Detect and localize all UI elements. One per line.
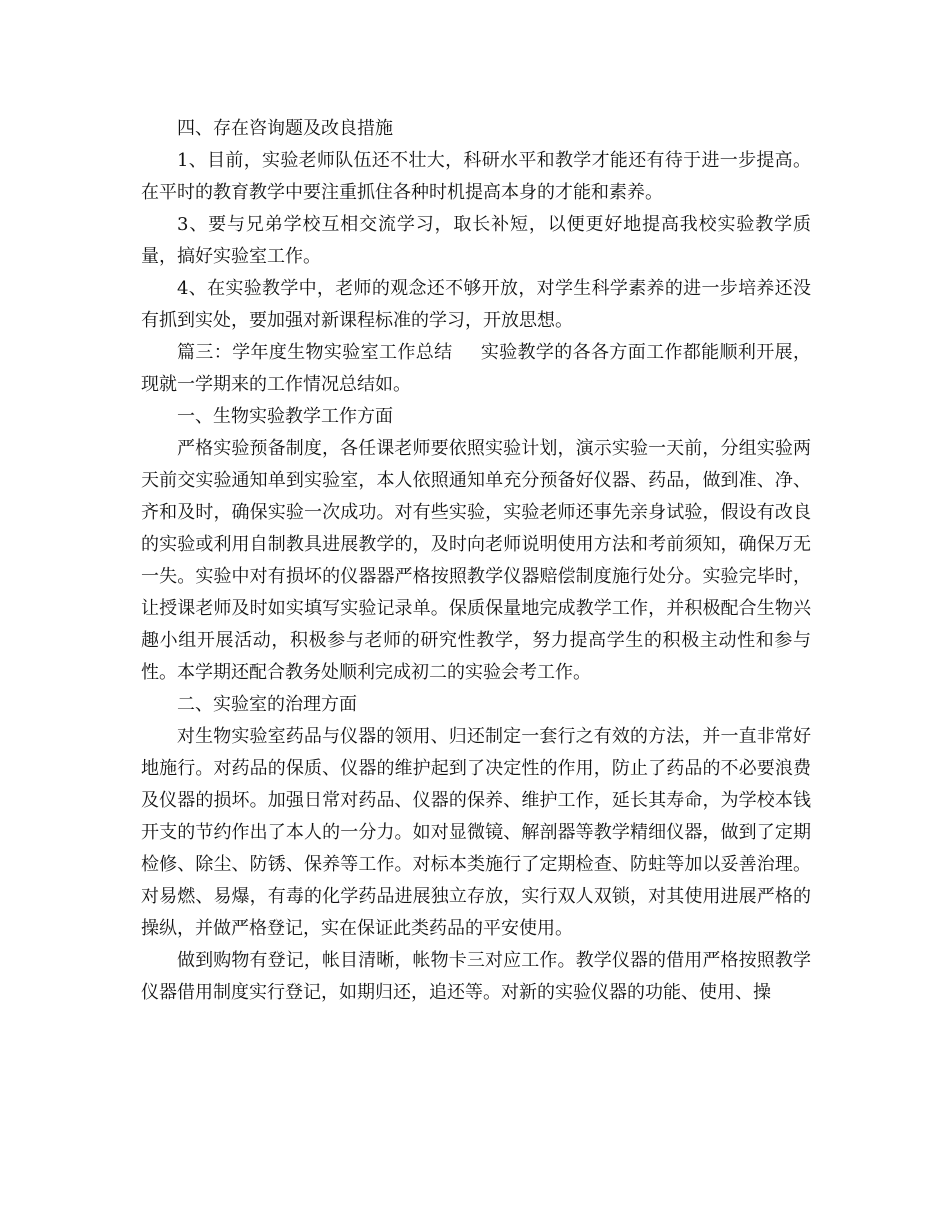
article-intro: 实验教学的各各方面工作都能顺利开展，现就一学期来的工作情况总结如。 (141, 342, 811, 395)
body-paragraph: 4、在实验教学中，老师的观念还不够开放，对学生科学素养的进一步培养还没有抓到实处，要加强对新课程标准的学习，开放思想。 (141, 278, 811, 331)
section-heading-teaching: 一、生物实验教学工作方面 (177, 406, 393, 427)
body-paragraph: 做到购物有登记，帐目清晰，帐物卡三对应工作。教学仪器的借用严格按照教学仪器借用制度实行登记，如期归还，追还等。对新的实验仪器的功能、使用、操 (141, 950, 811, 1003)
article-title-paragraph (141, 337, 811, 401)
article-title: 篇三：学年度生物实验室工作总结 (177, 342, 453, 363)
body-paragraph: 对生物实验室药品与仪器的领用、归还制定一套行之有效的方法，并一直非常好地施行。对药品的保质、仪器的维护起到了决定性的作用，防止了药品的不必要浪费及仪器的损坏。加强日常对药品、仪器的保养、维护工作，延长其寿命，为学校本钱开支的节约作出了本人的一分力。如对显微镜、解剖器等教学精细仪器，做到了定期检修、除尘、防锈、保养等工作。对标本类施行了定期检查、防蛀等加以妥善治理。对易燃、易爆，有毒的化学药品进展独立存放，实行双人双锁，对其使用进展严格的操纵，并做严格登记，实在保证此类药品的平安使用。 (141, 726, 811, 939)
section-heading-management: 二、实验室的治理方面 (177, 694, 357, 715)
document-body (141, 113, 811, 1009)
body-paragraph: 3、要与兄弟学校互相交流学习，取长补短，以便更好地提高我校实验教学质量，搞好实验室工作。 (141, 214, 811, 267)
body-paragraph: 严格实验预备制度，各任课老师要依照实验计划，演示实验一天前，分组实验两天前交实验通知单到实验室，本人依照通知单充分预备好仪器、药品，做到准、净、齐和及时，确保实验一次成功。对有些实验，实验老师还事先亲身试验，假设有改良的实验或利用自制教具进展教学的，及时向老师说明使用方法和考前须知，确保万无一失。实验中对有损坏的仪器器严格按照教学仪器赔偿制度施行处分。实验完毕时，让授课老师及时如实填写实验记录单。保质保量地完成教学工作，并积极配合生物兴趣小组开展活动，积极参与老师的研究性教学，努力提高学生的积极主动性和参与性。本学期还配合教务处顺利完成初二的实验会考工作。 (141, 438, 811, 683)
body-paragraph: 1、目前，实验老师队伍还不壮大，科研水平和教学才能还有待于进一步提高。在平时的教育教学中要注重抓住各种时机提高本身的才能和素养。 (141, 150, 811, 203)
section-heading-problems: 四、存在咨询题及改良措施 (177, 118, 393, 139)
